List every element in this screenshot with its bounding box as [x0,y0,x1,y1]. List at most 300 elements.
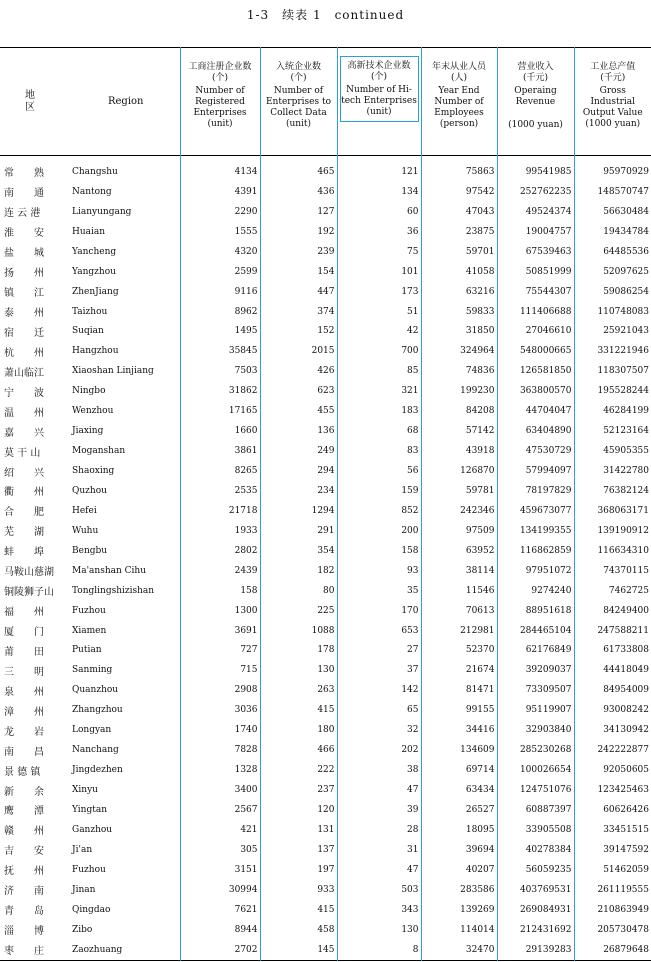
output-cell: 52097625 [574,262,651,282]
output-cell: 52123164 [574,421,651,441]
employees-cell: 39694 [421,840,497,860]
hitech-cell: 343 [337,900,421,920]
revenue-cell: 9274240 [497,581,574,601]
registered-cell: 31862 [180,381,260,401]
revenue-cell: 57994097 [497,461,574,481]
collected-cell: 130 [260,660,337,680]
region-cn-cell: 杭 州 [4,347,44,359]
registered-cell: 1495 [180,322,260,342]
table-caption: 1-3 续表 1 continued [246,8,405,22]
registered-cell: 421 [180,820,260,840]
region-en-cell: Zibo [72,924,93,935]
table-row [0,441,651,461]
table-row [0,780,651,800]
region-cn-cell: 景 德 镇 [4,766,41,778]
registered-cell: 2702 [180,940,260,960]
revenue-cell: 252762235 [497,182,574,202]
revenue-cell: 403769531 [497,880,574,900]
revenue-cell: 285230268 [497,740,574,760]
employees-cell: 126870 [421,461,497,481]
collected-cell: 1294 [260,501,337,521]
region-cn-cell: 泰 州 [4,308,44,320]
table-row [0,680,651,700]
collected-cell: 294 [260,461,337,481]
region-en-cell: Nanchang [72,745,119,756]
registered-cell: 2439 [180,561,260,581]
employees-cell: 41058 [421,262,497,282]
hitech-cell: 31 [337,840,421,860]
hitech-cell: 47 [337,780,421,800]
output-cell: 84249400 [574,601,651,621]
output-cell: 118307507 [574,361,651,381]
table-row [0,302,651,322]
region-cn-cell: 宿 迁 [4,327,44,339]
revenue-cell: 212431692 [497,920,574,940]
collected-cell: 154 [260,262,337,282]
region-cn-cell: 莆 田 [4,646,44,658]
region-cn-cell: 龙 岩 [4,726,44,738]
table-row [0,461,651,481]
region-en-cell: Taizhou [72,306,108,317]
revenue-cell: 63404890 [497,421,574,441]
employees-cell: 40207 [421,860,497,880]
region-cn-cell: 漳 州 [4,706,44,718]
revenue-cell: 49524374 [497,202,574,222]
revenue-cell: 40278384 [497,840,574,860]
collected-cell: 131 [260,820,337,840]
registered-cell: 2599 [180,262,260,282]
output-cell: 242222877 [574,740,651,760]
output-cell: 45905355 [574,441,651,461]
region-cn-cell: 新 余 [4,786,44,798]
registered-cell: 3691 [180,621,260,641]
collected-cell: 145 [260,940,337,960]
hitech-cell: 47 [337,860,421,880]
employees-cell: 81471 [421,680,497,700]
region-en-cell: Nantong [72,186,112,197]
revenue-cell: 97951072 [497,561,574,581]
region-cn-cell: 常 熟 [4,168,44,180]
collected-cell: 465 [260,156,337,182]
hitech-cell: 93 [337,561,421,581]
registered-cell: 1300 [180,601,260,621]
region-en-cell: Ji'an [72,844,93,855]
employees-cell: 283586 [421,880,497,900]
region-en-cell: Moganshan [72,446,126,457]
output-cell: 205730478 [574,920,651,940]
registered-cell: 4320 [180,242,260,262]
hitech-cell: 183 [337,401,421,421]
table-row [0,880,651,900]
employees-cell: 63216 [421,282,497,302]
output-cell: 46284199 [574,401,651,421]
registered-cell: 17165 [180,401,260,421]
revenue-cell: 67539463 [497,242,574,262]
table-row [0,840,651,860]
region-cn-cell: 连 云 港 [4,208,41,220]
revenue-cell: 111406688 [497,302,574,322]
employees-cell: 43918 [421,441,497,461]
collected-cell: 136 [260,421,337,441]
table-row [0,341,651,361]
region-cn-cell: 赣 州 [4,826,44,838]
table-row [0,421,651,441]
registered-cell: 1740 [180,720,260,740]
output-cell: 195528244 [574,381,651,401]
output-cell: 56630484 [574,202,651,222]
hitech-cell: 35 [337,581,421,601]
output-cell: 92050605 [574,760,651,780]
region-en-cell: Sanming [72,665,113,676]
registered-cell: 2535 [180,481,260,501]
revenue-cell: 459673077 [497,501,574,521]
table-row [0,621,651,641]
collected-cell: 1088 [260,621,337,641]
hitech-cell: 173 [337,282,421,302]
hitech-cell: 503 [337,880,421,900]
employees-cell: 26527 [421,800,497,820]
registered-cell: 1328 [180,760,260,780]
output-cell: 84954009 [574,680,651,700]
output-cell: 148570747 [574,182,651,202]
region-en-cell: Fuzhou [72,864,106,875]
region-en-cell: Longyan [72,725,112,736]
header-collected: 入统企业数 (个) Number of Enterprises to Collect Data (unit) [260,48,337,156]
region-en-cell: Zhangzhou [72,705,123,716]
region-cn-cell: 温 州 [4,407,44,419]
revenue-cell: 126581850 [497,361,574,381]
output-cell: 139190912 [574,521,651,541]
hitech-cell: 37 [337,660,421,680]
revenue-cell: 269084931 [497,900,574,920]
employees-cell: 32470 [421,940,497,960]
table-row [0,322,651,342]
employees-cell: 74836 [421,361,497,381]
registered-cell: 3151 [180,860,260,880]
collected-cell: 225 [260,601,337,621]
revenue-cell: 284465104 [497,621,574,641]
output-cell: 116634310 [574,541,651,561]
collected-cell: 249 [260,441,337,461]
collected-cell: 623 [260,381,337,401]
registered-cell: 8265 [180,461,260,481]
hitech-cell: 202 [337,740,421,760]
output-cell: 64485536 [574,242,651,262]
table-row [0,401,651,421]
employees-cell: 134609 [421,740,497,760]
region-cn-cell: 青 岛 [4,906,44,918]
region-cn-cell: 鹰 潭 [4,806,44,818]
region-en-cell: Jingdezhen [72,765,123,776]
region-cn-cell: 嘉 兴 [4,427,44,439]
table-row [0,940,651,960]
table-row [0,202,651,222]
collected-cell: 354 [260,541,337,561]
hitech-cell: 68 [337,421,421,441]
registered-cell: 727 [180,641,260,661]
output-cell: 93008242 [574,700,651,720]
hitech-cell: 321 [337,381,421,401]
region-en-cell: Xiamen [72,625,107,636]
output-cell: 74370115 [574,561,651,581]
revenue-cell: 95119907 [497,700,574,720]
revenue-cell: 134199355 [497,521,574,541]
output-cell: 44418049 [574,660,651,680]
hitech-cell: 852 [337,501,421,521]
employees-cell: 69714 [421,760,497,780]
region-en-cell: Wuhu [72,525,99,536]
revenue-cell: 19004757 [497,222,574,242]
registered-cell: 1555 [180,222,260,242]
registered-cell: 2802 [180,541,260,561]
collected-cell: 182 [260,561,337,581]
region-en-cell: Putian [72,645,102,656]
revenue-cell: 44704047 [497,401,574,421]
hitech-cell: 142 [337,680,421,700]
region-cn-cell: 三 明 [4,666,44,678]
region-en-cell: Ningbo [72,386,106,397]
registered-cell: 7621 [180,900,260,920]
header-output: 工业总产值 (千元) Gross Industrial Output Value (1000 yuan) [574,48,651,156]
statistics-table-wrapper [0,47,651,961]
employees-cell: 52370 [421,641,497,661]
statistics-table [0,47,651,961]
revenue-cell: 33905508 [497,820,574,840]
hitech-cell: 8 [337,940,421,960]
hitech-cell: 38 [337,760,421,780]
region-cn-cell: 南 通 [4,188,44,200]
region-en-cell: Hefei [72,505,97,516]
table-row [0,720,651,740]
region-cn-cell: 莫 干 山 [4,447,41,459]
table-row [0,262,651,282]
collected-cell: 291 [260,521,337,541]
hitech-cell: 134 [337,182,421,202]
region-en-cell: Shaoxing [72,466,115,477]
region-en-cell: Bengbu [72,545,108,556]
hitech-cell: 159 [337,481,421,501]
output-cell: 26879648 [574,940,651,960]
header-employees: 年末从业人员 (人) Year End Number of Employees (person) [421,48,497,156]
region-cn-cell: 扬 州 [4,268,44,280]
table-row [0,641,651,661]
revenue-cell: 62176849 [497,641,574,661]
employees-cell: 47043 [421,202,497,222]
registered-cell: 4134 [180,156,260,182]
employees-cell: 57142 [421,421,497,441]
hitech-cell: 28 [337,820,421,840]
registered-cell: 715 [180,660,260,680]
region-cn-cell: 芜 湖 [4,527,44,539]
employees-cell: 38114 [421,561,497,581]
table-row [0,222,651,242]
employees-cell: 70613 [421,601,497,621]
region-en-cell: Jinan [72,884,96,895]
region-en-cell: Yangzhou [72,266,116,277]
output-cell: 261119555 [574,880,651,900]
hitech-cell: 51 [337,302,421,322]
collected-cell: 137 [260,840,337,860]
table-row [0,521,651,541]
table-row [0,541,651,561]
collected-cell: 415 [260,700,337,720]
table-row [0,381,651,401]
region-cn-cell: 蚌 埠 [4,547,44,559]
revenue-cell: 29139283 [497,940,574,960]
hitech-cell: 56 [337,461,421,481]
region-cn-cell: 萧山临江 [4,367,44,379]
collected-cell: 374 [260,302,337,322]
region-cn-cell: 马鞍山慈湖 [4,567,54,579]
employees-cell: 59781 [421,481,497,501]
region-cn-cell: 济 南 [4,886,44,898]
employees-cell: 18095 [421,820,497,840]
revenue-cell: 75544307 [497,282,574,302]
collected-cell: 455 [260,401,337,421]
region-en-cell: Quzhou [72,485,107,496]
collected-cell: 197 [260,860,337,880]
employees-cell: 99155 [421,700,497,720]
registered-cell: 2567 [180,800,260,820]
registered-cell: 158 [180,581,260,601]
output-cell: 368063171 [574,501,651,521]
region-en-cell: Quanzhou [72,685,119,696]
header-region-cn: 地 区 [25,89,91,113]
collected-cell: 466 [260,740,337,760]
revenue-cell: 73309507 [497,680,574,700]
region-en-cell: Qingdao [72,904,111,915]
output-cell: 95970929 [574,156,651,182]
region-cn-cell: 福 州 [4,607,44,619]
collected-cell: 426 [260,361,337,381]
collected-cell: 180 [260,720,337,740]
registered-cell: 8944 [180,920,260,940]
region-cn-cell: 抚 州 [4,866,44,878]
collected-cell: 447 [260,282,337,302]
collected-cell: 239 [260,242,337,262]
region-en-cell: Yingtan [72,804,107,815]
revenue-cell: 27046610 [497,322,574,342]
table-row [0,481,651,501]
output-cell: 210863949 [574,900,651,920]
revenue-cell: 88951618 [497,601,574,621]
registered-cell: 30994 [180,880,260,900]
registered-cell: 8962 [180,302,260,322]
collected-cell: 458 [260,920,337,940]
table-row [0,361,651,381]
collected-cell: 933 [260,880,337,900]
revenue-cell: 116862859 [497,541,574,561]
hitech-cell: 42 [337,322,421,342]
registered-cell: 3861 [180,441,260,461]
region-cn-cell: 厦 门 [4,627,44,639]
employees-cell: 199230 [421,381,497,401]
region-en-cell: Zaozhuang [72,944,123,955]
hitech-cell: 39 [337,800,421,820]
registered-cell: 3400 [180,780,260,800]
collected-cell: 120 [260,800,337,820]
region-cn-cell: 淄 博 [4,926,44,938]
registered-cell: 4391 [180,182,260,202]
output-cell: 247588211 [574,621,651,641]
output-cell: 51462059 [574,860,651,880]
revenue-cell: 78197829 [497,481,574,501]
hitech-cell: 85 [337,361,421,381]
employees-cell: 84208 [421,401,497,421]
table-row [0,242,651,262]
table-row [0,561,651,581]
registered-cell: 1933 [180,521,260,541]
hitech-cell: 130 [337,920,421,940]
hitech-cell: 121 [337,156,421,182]
region-en-cell: Suqian [72,326,104,337]
registered-cell: 7828 [180,740,260,760]
output-cell: 59086254 [574,282,651,302]
hitech-cell: 700 [337,341,421,361]
collected-cell: 178 [260,641,337,661]
header-registered: 工商注册企业数 (个) Number of Registered Enterprises (unit) [180,48,260,156]
collected-cell: 415 [260,900,337,920]
hitech-cell: 83 [337,441,421,461]
output-cell: 110748083 [574,302,651,322]
table-row [0,282,651,302]
revenue-cell: 47530729 [497,441,574,461]
table-row [0,156,651,182]
employees-cell: 242346 [421,501,497,521]
hitech-cell: 101 [337,262,421,282]
employees-cell: 31850 [421,322,497,342]
output-cell: 34130942 [574,720,651,740]
table-row [0,740,651,760]
collected-cell: 222 [260,760,337,780]
region-en-cell: Xinyu [72,785,98,796]
revenue-cell: 32903840 [497,720,574,740]
hitech-cell: 170 [337,601,421,621]
region-cn-cell: 吉 安 [4,846,44,858]
collected-cell: 237 [260,780,337,800]
employees-cell: 59701 [421,242,497,262]
employees-cell: 34416 [421,720,497,740]
hitech-cell: 36 [337,222,421,242]
hitech-cell: 32 [337,720,421,740]
region-en-cell: Tonglingshizishan [72,585,155,596]
table-row [0,660,651,680]
registered-cell: 7503 [180,361,260,381]
region-en-cell: Hangzhou [72,346,119,357]
hitech-cell: 158 [337,541,421,561]
revenue-cell: 39209037 [497,660,574,680]
table-row [0,700,651,720]
output-cell: 331221946 [574,341,651,361]
registered-cell: 21718 [180,501,260,521]
region-cn-cell: 合 肥 [4,507,44,519]
table-row [0,182,651,202]
region-cn-cell: 铜陵狮子山 [4,587,54,599]
employees-cell: 324964 [421,341,497,361]
table-row [0,920,651,940]
employees-cell: 63434 [421,780,497,800]
registered-cell: 1660 [180,421,260,441]
table-row [0,760,651,780]
employees-cell: 97542 [421,182,497,202]
table-row [0,820,651,840]
revenue-cell: 548000665 [497,341,574,361]
output-cell: 76382124 [574,481,651,501]
revenue-cell: 99541985 [497,156,574,182]
hitech-cell: 75 [337,242,421,262]
output-cell: 19434784 [574,222,651,242]
collected-cell: 2015 [260,341,337,361]
